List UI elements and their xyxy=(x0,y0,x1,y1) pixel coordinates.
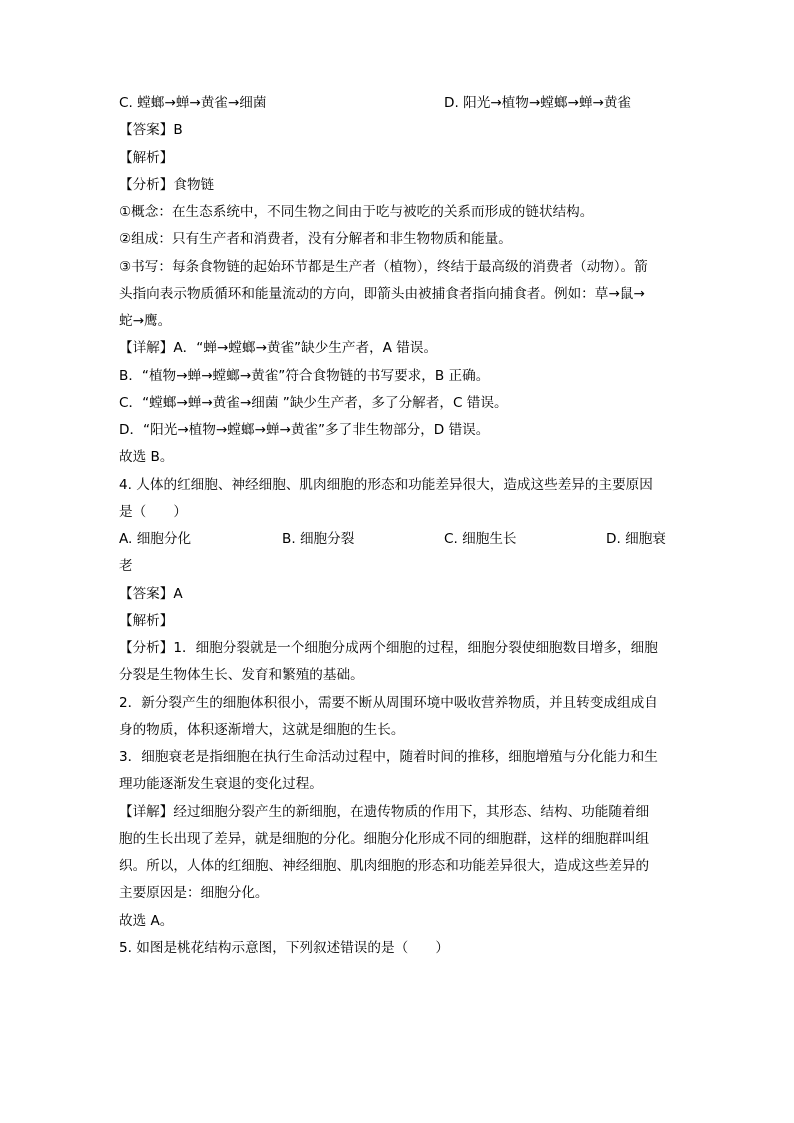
document-page xyxy=(119,90,689,962)
q3-explanation-line: ①概念：在生态系统中，不同生物之间由于吃与被吃的关系而形成的链状结构。 xyxy=(119,204,594,220)
q4-conclusion: 故选 A。 xyxy=(119,912,174,929)
q3-explanation-line: B．“植物→蝉→螳螂→黄雀”符合食物链的书写要求，B 正确。 xyxy=(119,367,490,384)
q3-conclusion: 故选 B。 xyxy=(119,449,174,466)
q3-explanation-line: C．“螳螂→蝉→黄雀→细菌 ”缺少生产者，多了分解者，C 错误。 xyxy=(119,394,508,411)
q4-explanation-line: 织。所以，人体的红细胞、神经细胞、肌肉细胞的形态和功能差异很大，造成这些差异的 xyxy=(119,858,650,874)
q4-explanation-line: 理功能逐渐发生衰退的变化过程。 xyxy=(119,776,323,793)
q4-answer: 【答案】A xyxy=(119,585,183,602)
q4-explanation-line: 3．细胞衰老是指细胞在执行生命活动过程中，随着时间的推移，细胞增殖与分化能力和生 xyxy=(119,749,658,765)
q3-analysis-label: 【解析】 xyxy=(119,149,174,166)
q4-options xyxy=(119,526,689,553)
q3-explanation-line: 【详解】A．“蝉→螳螂→黄雀”缺少生产者，A 错误。 xyxy=(119,340,438,357)
q4-option-b: B. 细胞分裂 xyxy=(282,531,355,547)
q4-stem: 4. 人体的红细胞、神经细胞、肌肉细胞的形态和功能差异很大，造成这些差异的主要原因 xyxy=(119,476,653,493)
q4-explanation-line: 【详解】经过细胞分裂产生的新细胞，在遗传物质的作用下，其形态、结构、功能随着细 xyxy=(119,803,650,820)
q4-explanation-line: 胞的生长出现了差异，就是细胞的分化。细胞分化形成不同的细胞群，这样的细胞群叫组 xyxy=(119,830,650,847)
q4-stem: 是（ ） xyxy=(119,503,187,520)
q4-analysis-label: 【解析】 xyxy=(119,612,174,629)
q4-explanation-line: 2．新分裂产生的细胞体积很小，需要不断从周围环境中吸收营养物质，并且转变成组成自 xyxy=(119,694,658,711)
q3-answer: 【答案】B xyxy=(119,122,183,139)
q4-explanation-line: 分裂是生物体生长、发育和繁殖的基础。 xyxy=(119,667,364,684)
q3-explanation-line: 【分析】食物链 xyxy=(119,176,215,193)
q3-explanation-line: ②组成：只有生产者和消费者，没有分解者和非生物物质和能量。 xyxy=(119,231,512,248)
q3-option-d: D. 阳光→植物→螳螂→蝉→黄雀 xyxy=(444,95,632,111)
q3-option-c: C. 螳螂→蝉→黄雀→细菌 xyxy=(119,95,267,111)
q3-explanation-line: 头指向表示物质循环和能量流动的方向，即箭头由被捕食者指向捕食者。例如：草→鼠→ xyxy=(119,285,645,302)
q3-options-cd xyxy=(119,90,689,117)
q4-option-d: D. 细胞衰 xyxy=(606,531,666,547)
q4-explanation-line: 主要原因是：细胞分化。 xyxy=(119,885,269,902)
q4-explanation-line: 身的物质，体积逐渐增大，这就是细胞的生长。 xyxy=(119,721,405,738)
q4-option-c: C. 细胞生长 xyxy=(444,531,517,547)
q5-stem: 5. 如图是桃花结构示意图，下列叙述错误的是（ ） xyxy=(119,939,449,956)
q4-explanation-line: 【分析】1．细胞分裂就是一个细胞分成两个细胞的过程，细胞分裂使细胞数目增多，细胞 xyxy=(119,640,658,656)
q4-option-a: A. 细胞分化 xyxy=(119,531,192,547)
q3-explanation-line: D．“阳光→植物→螳螂→蝉→黄雀”多了非生物部分，D 错误。 xyxy=(119,422,490,438)
q4-option-d-wrap: 老 xyxy=(119,558,133,575)
q3-explanation-line: 蛇→鹰。 xyxy=(119,313,172,329)
q3-explanation-line: ③书写：每条食物链的起始环节都是生产者（植物），终结于最高级的消费者（动物）。箭 xyxy=(119,258,648,275)
